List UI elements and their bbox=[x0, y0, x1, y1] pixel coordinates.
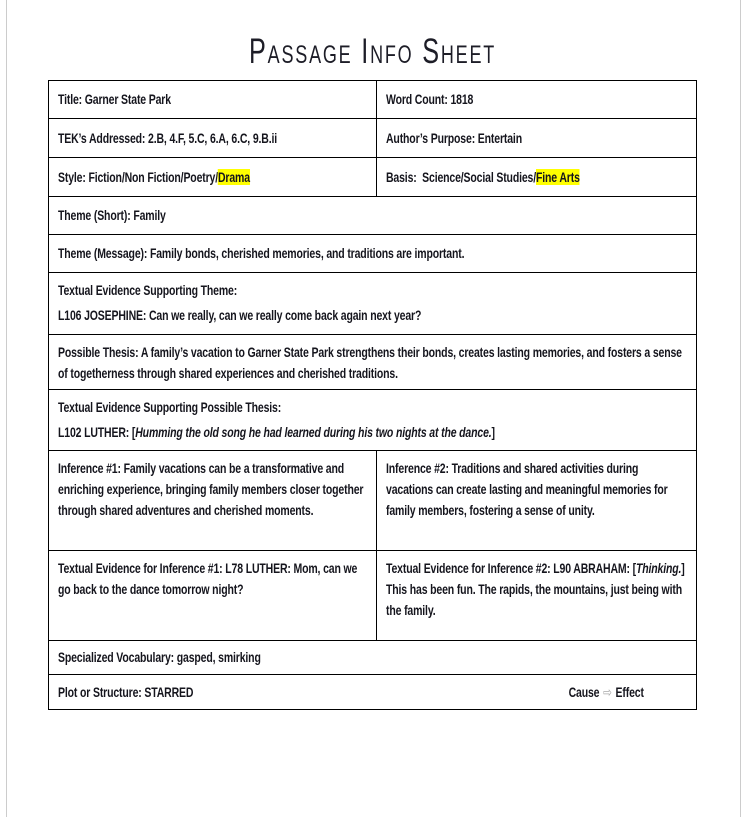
row-theme-message bbox=[49, 235, 696, 273]
row-teks-purpose bbox=[49, 119, 696, 158]
evidence-thesis-label: Textual Evidence Supporting Possible Thesis: bbox=[58, 399, 282, 415]
cell-evidence-inference-1 bbox=[49, 551, 376, 640]
page-left-edge bbox=[6, 0, 7, 817]
cell-teks-addressed bbox=[49, 119, 376, 157]
style-prefix: Style: Fiction/Non Fiction/Poetry/ bbox=[58, 168, 218, 185]
cause-label: Cause bbox=[568, 683, 600, 700]
cell-word-count bbox=[376, 81, 696, 118]
plot-structure-text: Plot or Structure: STARRED bbox=[58, 683, 194, 700]
document-title: Passage Info Sheet bbox=[248, 32, 497, 71]
evidence-inference-2-suffix: ] This has been fun. The rapids, the mountains, just being with the family. bbox=[386, 560, 688, 618]
cause-effect-arrow-icon: ⇨ bbox=[603, 683, 612, 700]
cause-effect-group bbox=[569, 682, 644, 703]
row-plot-structure bbox=[49, 675, 696, 709]
row-evidence-theme bbox=[49, 273, 696, 335]
basis-text bbox=[386, 167, 687, 188]
row-theme-short bbox=[49, 197, 696, 235]
evidence-theme-quote: L106 JOSEPHINE: Can we really, can we really come back again next year? bbox=[58, 307, 422, 323]
cell-theme-short bbox=[49, 197, 696, 234]
style-text bbox=[58, 167, 367, 188]
row-possible-thesis bbox=[49, 335, 696, 390]
inference-1-text: Inference #1: Family vacations can be a transformative and enriching experience, bringing family members closer together through shared adventures and cherished moments. bbox=[58, 460, 367, 518]
cell-passage-title bbox=[49, 81, 376, 118]
cell-basis bbox=[376, 158, 696, 196]
row-evidence-thesis bbox=[49, 390, 696, 451]
passage-title-text: Title: Garner State Park bbox=[58, 91, 171, 107]
cell-inference-2 bbox=[376, 451, 696, 550]
evidence-thesis-quote-italic: Humming the old song he had learned during his two nights at the dance. bbox=[135, 424, 492, 440]
basis-prefix: Basis: Science/Social Studies/ bbox=[386, 168, 536, 185]
cell-plot-structure bbox=[49, 675, 696, 709]
vocabulary-text: Specialized Vocabulary: gasped, smirking bbox=[58, 649, 261, 665]
evidence-theme-label: Textual Evidence Supporting Theme: bbox=[58, 282, 238, 298]
evidence-thesis-quote bbox=[58, 422, 687, 443]
evidence-inference-2-text bbox=[386, 558, 687, 621]
inference-2-text: Inference #2: Traditions and shared activities during vacations can create lasting and meaningful memories for family members, fostering a sense of unity. bbox=[386, 460, 671, 518]
theme-message-text: Theme (Message): Family bonds, cherished memories, and traditions are important. bbox=[58, 245, 465, 261]
evidence-thesis-quote-suffix: ] bbox=[491, 424, 495, 440]
cell-style bbox=[49, 158, 376, 196]
row-vocabulary bbox=[49, 641, 696, 675]
title-area bbox=[0, 33, 745, 71]
cell-evidence-thesis bbox=[49, 390, 696, 450]
cell-evidence-theme bbox=[49, 273, 696, 334]
cell-possible-thesis bbox=[49, 335, 696, 389]
passage-info-table bbox=[48, 80, 697, 710]
cell-theme-message bbox=[49, 235, 696, 272]
row-inferences bbox=[49, 451, 696, 551]
row-style-basis bbox=[49, 158, 696, 197]
authors-purpose-text: Author’s Purpose: Entertain bbox=[386, 129, 522, 146]
theme-short-text: Theme (Short): Family bbox=[58, 207, 166, 223]
evidence-inference-1-text: Textual Evidence for Inference #1: L78 LUTHER: Mom, can we go back to the dance tomorrow night? bbox=[58, 560, 360, 597]
teks-addressed-text: TEK’s Addressed: 2.B, 4.F, 5.C, 6.A, 6.C, 9.B.ii bbox=[58, 129, 278, 146]
page-right-edge bbox=[740, 0, 741, 817]
basis-highlight-fine-arts: Fine Arts bbox=[536, 168, 580, 185]
cell-authors-purpose bbox=[376, 119, 696, 157]
cell-vocabulary bbox=[49, 641, 696, 674]
cell-evidence-inference-2 bbox=[376, 551, 696, 640]
plot-structure-line bbox=[58, 682, 687, 703]
style-highlight-drama: Drama bbox=[217, 168, 250, 185]
evidence-inference-2-prefix: Textual Evidence for Inference #2: L90 ABRAHAM: [ bbox=[386, 560, 636, 576]
possible-thesis-text: Possible Thesis: A family’s vacation to Garner State Park strengthens their bonds, creates lasting memories, and fosters a sense of togetherness through shared experiences and cherished traditions. bbox=[58, 344, 685, 381]
evidence-thesis-quote-prefix: L102 LUTHER: [ bbox=[58, 424, 136, 440]
cell-inference-1 bbox=[49, 451, 376, 550]
evidence-inference-2-italic: Thinking. bbox=[635, 560, 682, 576]
effect-label: Effect bbox=[615, 683, 644, 700]
row-title-wordcount bbox=[49, 81, 696, 119]
word-count-text: Word Count: 1818 bbox=[386, 91, 474, 107]
row-evidence-inferences bbox=[49, 551, 696, 641]
